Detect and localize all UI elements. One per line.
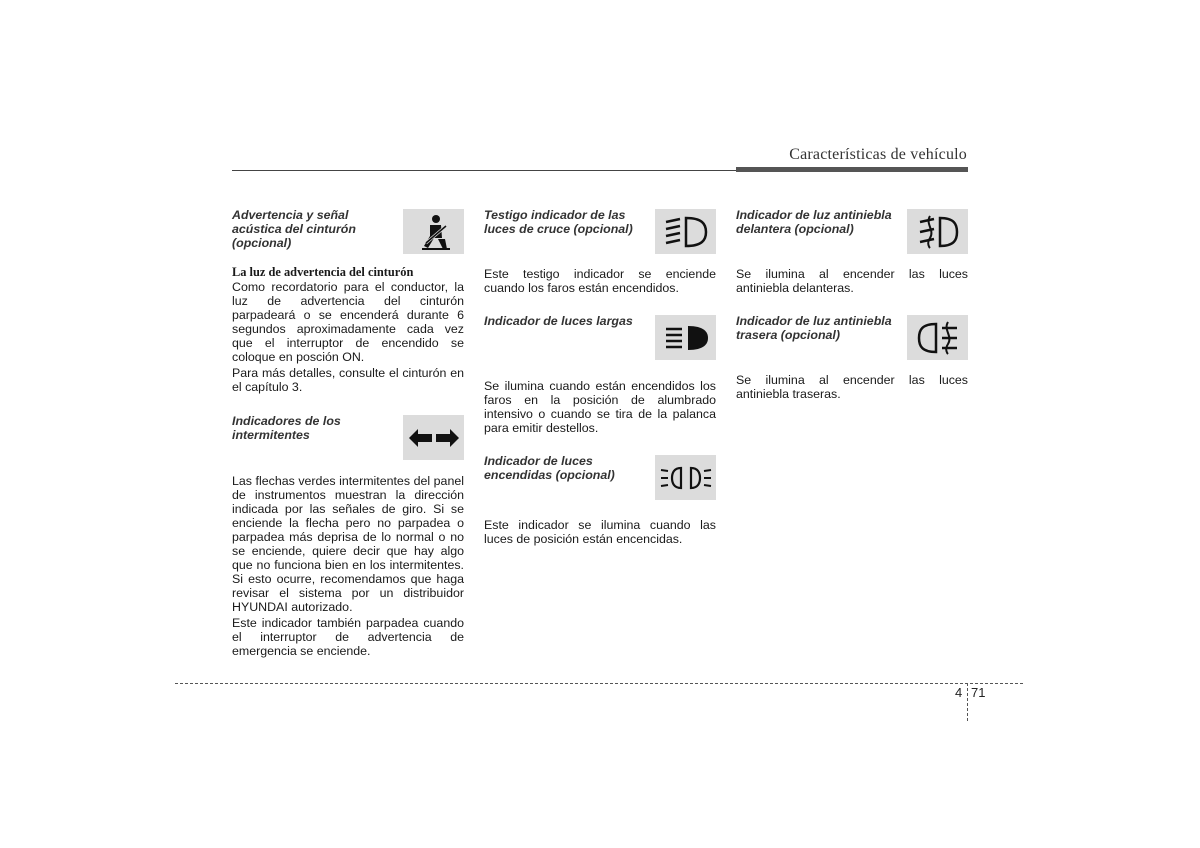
chapter-number: 4: [955, 685, 963, 700]
footer-divider: [967, 683, 968, 721]
column-2: [484, 207, 716, 548]
high-beam-title: Indicador de luces largas: [484, 314, 633, 328]
column-3: [736, 207, 968, 403]
seatbelt-section-header: [232, 207, 464, 255]
high-beam-section-header: [484, 313, 716, 361]
seatbelt-paragraph: Para más detalles, consulte el cinturón en el capítulo 3.: [232, 366, 464, 394]
seatbelt-title: Advertencia y señal acústica del cinturón (opcional): [232, 208, 356, 250]
seatbelt-subheading: La luz de advertencia del cinturón: [232, 265, 414, 279]
turn-signal-paragraph: Este indicador también parpadea cuando el interruptor de advertencia de emergencia se enciende.: [232, 616, 464, 658]
column-1: [232, 207, 464, 660]
rear-fog-section-header: [736, 313, 968, 361]
low-beam-title: Testigo indicador de las luces de cruce (opcional): [484, 208, 633, 236]
low-beam-text: Este testigo indicador se enciende cuando los faros están encendidos.: [484, 267, 716, 295]
footer-rule: [175, 683, 1023, 684]
turn-signal-title: Indicadores de los intermitentes: [232, 414, 341, 442]
turn-signal-paragraph: Las flechas verdes intermitentes del panel de instrumentos muestran la dirección indicada por las señales de giro. Si se enciende la flecha pero no parpadea o parpadea más deprisa de lo normal o no se enciende, quiere decir que hay algo que no funciona bien en los intermitentes. Si esto ocurre, recomendamos que haga revisar el sistema por un distribuidor HYUNDAI autorizado.: [232, 474, 464, 614]
page-header-title: Características de vehículo: [789, 146, 967, 163]
position-lights-section-header: [484, 453, 716, 501]
turn-signal-arrows-icon: [403, 415, 464, 460]
low-beam-icon: [655, 209, 716, 254]
rear-fog-text: Se ilumina al encender las luces antiniebla traseras.: [736, 373, 968, 401]
low-beam-section-header: [484, 207, 716, 255]
high-beam-icon: [655, 315, 716, 360]
position-lights-icon: [655, 455, 716, 500]
header-bar: [736, 167, 968, 172]
turn-signal-section-header: [232, 413, 464, 461]
position-lights-text: Este indicador se ilumina cuando las luces de posición están encencidas.: [484, 518, 716, 546]
front-fog-title: Indicador de luz antiniebla delantera (opcional): [736, 208, 892, 236]
front-fog-light-icon: [907, 209, 968, 254]
rear-fog-title: Indicador de luz antiniebla trasera (opcional): [736, 314, 892, 342]
rear-fog-light-icon: [907, 315, 968, 360]
front-fog-section-header: [736, 207, 968, 255]
page-number: 71: [971, 685, 986, 700]
seatbelt-paragraph: Como recordatorio para el conductor, la luz de advertencia del cinturón parpadeará o se encenderá durante 6 segundos aproximadamente cada vez que el interruptor de encendido se coloque en posción ON.: [232, 280, 464, 364]
high-beam-text: Se ilumina cuando están encendidos los faros en la posición de alumbrado intensivo o cuando se tira de la palanca para emitir destellos.: [484, 379, 716, 435]
seatbelt-icon: [403, 209, 464, 254]
front-fog-text: Se ilumina al encender las luces antiniebla delanteras.: [736, 267, 968, 295]
position-lights-title: Indicador de luces encendidas (opcional): [484, 454, 615, 482]
